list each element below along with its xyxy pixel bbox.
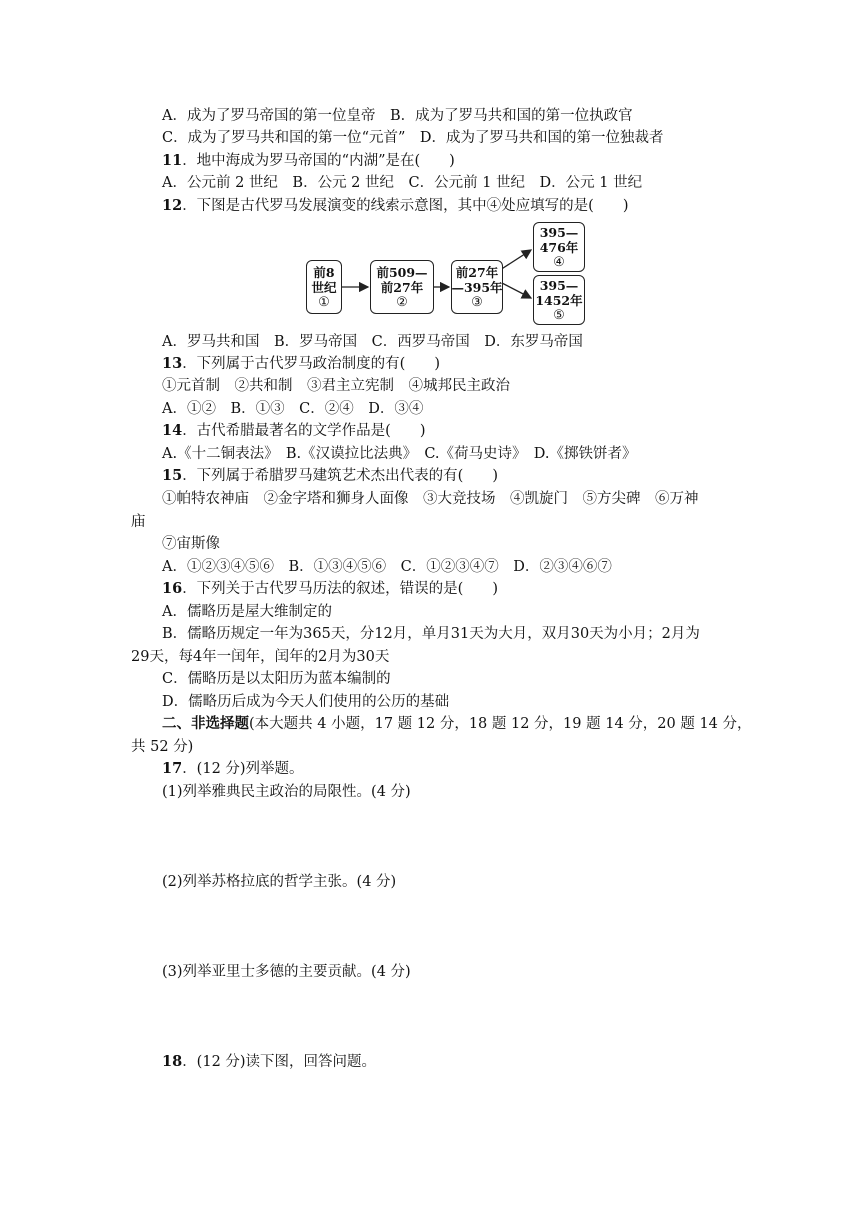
- q15-items-line2: 庙: [131, 514, 146, 530]
- q12-stem: 12．下图是古代罗马发展演变的线索示意图，其中④处应填写的是( ): [162, 197, 629, 214]
- section-2-heading: 二、非选择题(本大题共 4 小题，17 题 12 分，18 题 12 分，19 题 14 分，20 题 14 分，: [162, 715, 752, 732]
- q15-items-line3: ⑦宙斯像: [162, 536, 220, 552]
- q11-stem: 11．地中海成为罗马帝国的“内湖”是在( ): [162, 152, 455, 169]
- q12-options: A．罗马共和国 B．罗马帝国 C．西罗马帝国 D．东罗马帝国: [162, 334, 583, 350]
- q16-option-b: B．儒略历规定一年为365天，分12月，单月31天为大月，双月30天为小月；2月为: [162, 626, 700, 642]
- q17-part3: (3)列举亚里士多德的主要贡献。(4 分): [162, 964, 411, 980]
- q17-part1: (1)列举雅典民主政治的局限性。(4 分): [162, 784, 411, 800]
- q16-option-c: C．儒略历是以太阳历为蓝本编制的: [162, 671, 391, 687]
- section-2-heading-cont: 共 52 分): [131, 739, 194, 755]
- q16-option-d: D．儒略历后成为今天人们使用的公历的基础: [162, 694, 450, 710]
- q17-stem: 17．(12 分)列举题。: [162, 760, 304, 777]
- q16-stem: 16．下列关于古代罗马历法的叙述，错误的是( ): [162, 580, 498, 597]
- q15-options: A．①②③④⑤⑥ B．①③④⑤⑥ C．①②③④⑦ D．②③④⑥⑦: [162, 559, 612, 575]
- timeline-box-1: 前8 世纪 ①: [306, 260, 342, 314]
- q16-option-a: A．儒略历是屋大维制定的: [162, 604, 332, 620]
- q16-option-b-cont: 29天，每4年一闰年，闰年的2月为30天: [131, 649, 390, 665]
- q15-items-line1: ①帕特农神庙 ②金字塔和狮身人面像 ③大竞技场 ④凯旋门 ⑤方尖碑 ⑥万神: [162, 491, 699, 507]
- q11-options: A．公元前 2 世纪 B．公元 2 世纪 C．公元前 1 世纪 D．公元 1 世纪: [162, 175, 643, 191]
- timeline-box-2: 前509— 前27年 ②: [370, 260, 434, 314]
- q10-options-ab: A．成为了罗马帝国的第一位皇帝 B．成为了罗马共和国的第一位执政官: [162, 108, 633, 124]
- q18-stem: 18．(12 分)读下图，回答问题。: [162, 1053, 377, 1070]
- q13-stem: 13．下列属于古代罗马政治制度的有( ): [162, 355, 440, 372]
- timeline-box-4: 395— 476年 ④: [533, 222, 585, 272]
- q14-options: A.《十二铜表法》 B.《汉谟拉比法典》 C.《荷马史诗》 D.《掷铁饼者》: [162, 446, 637, 462]
- q14-stem: 14．古代希腊最著名的文学作品是( ): [162, 422, 426, 439]
- q13-options: A．①② B．①③ C．②④ D．③④: [162, 401, 424, 417]
- q10-options-cd: C．成为了罗马共和国的第一位“元首” D．成为了罗马共和国的第一位独裁者: [162, 130, 664, 146]
- timeline-box-5: 395— 1452年 ⑤: [533, 275, 585, 325]
- q13-items: ①元首制 ②共和制 ③君主立宪制 ④城邦民主政治: [162, 378, 510, 394]
- timeline-box-3: 前27年 —395年 ③: [451, 260, 503, 314]
- q15-stem: 15．下列属于希腊罗马建筑艺术杰出代表的有( ): [162, 467, 498, 484]
- q17-part2: (2)列举苏格拉底的哲学主张。(4 分): [162, 874, 397, 890]
